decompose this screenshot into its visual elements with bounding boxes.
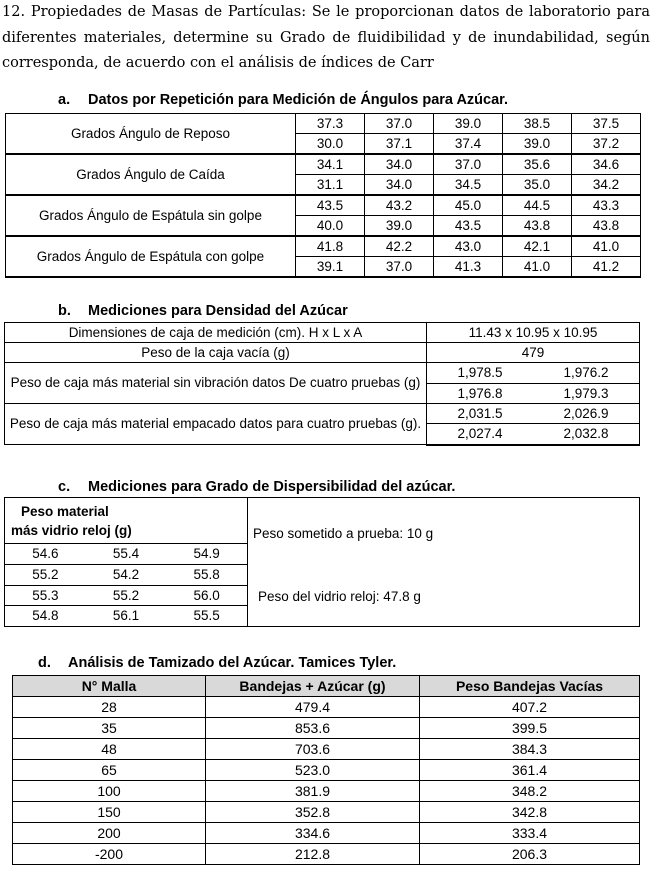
angles-table — [5, 113, 641, 278]
angle-row — [6, 154, 641, 175]
problem-statement: 12. Propiedades de Masas de Partículas: Se le proporcionan datos de laboratorio para diferentes materiales, determine su Grado de fluidibilidad y de inundabilidad, según corresponda, de acuerdo con el análisis de índices de Carr — [2, 4, 650, 71]
tray-plus-sugar: 352.8 — [206, 802, 420, 823]
table-row — [13, 760, 640, 781]
angle-value: 41.0 — [572, 236, 641, 257]
dispersibility-value: 55.4 — [112, 546, 140, 561]
angle-label: Grados Ángulo de Reposo — [6, 114, 296, 155]
dispersibility-value: 54.6 — [32, 546, 59, 561]
mesh-number: 48 — [13, 739, 206, 760]
mesh-number: 28 — [13, 697, 206, 718]
table-row — [13, 718, 640, 739]
angle-value: 37.2 — [572, 134, 641, 155]
empty-box-value: 479 — [427, 343, 640, 363]
angle-label: Grados Ángulo de Caída — [6, 154, 296, 195]
dispersibility-value: 55.3 — [32, 588, 59, 603]
tray-plus-sugar: 853.6 — [206, 718, 420, 739]
section-b-letter: b. — [58, 303, 71, 319]
packed-value: 2,032.8 — [563, 426, 609, 442]
dispersibility-value: 54.8 — [32, 608, 59, 623]
angle-value: 41.2 — [572, 257, 641, 278]
angle-value: 31.1 — [296, 175, 365, 196]
angle-row — [6, 195, 641, 216]
section-c-title — [58, 479, 455, 495]
section-a-letter: a. — [58, 92, 71, 108]
dispersibility-row — [5, 565, 247, 585]
angle-value: 42.1 — [503, 236, 572, 257]
mesh-number: 100 — [13, 781, 206, 802]
mesh-number: 200 — [13, 823, 206, 844]
section-d-letter: d. — [38, 655, 51, 671]
table-row — [13, 739, 640, 760]
dispersibility-header-line-1: Peso material — [21, 504, 109, 519]
angle-value: 43.2 — [365, 195, 434, 216]
angle-row — [6, 236, 641, 257]
dispersibility-row — [5, 544, 247, 564]
no-vibration-value: 1,979.3 — [563, 385, 609, 401]
sieve-table-header — [13, 676, 640, 697]
section-d-title — [38, 655, 396, 671]
column-header: Bandejas + Azúcar (g) — [206, 676, 420, 697]
angle-value: 38.5 — [503, 114, 572, 134]
dispersibility-value: 56.1 — [112, 608, 140, 623]
mesh-number: -200 — [13, 844, 206, 865]
angle-value: 37.1 — [365, 134, 434, 155]
table-row — [13, 697, 640, 718]
dispersibility-value: 56.0 — [193, 588, 220, 603]
dispersibility-data-column — [5, 498, 248, 626]
table-row — [13, 781, 640, 802]
angle-value: 43.5 — [296, 195, 365, 216]
packed-row-1 — [427, 404, 640, 424]
tray-plus-sugar: 703.6 — [206, 739, 420, 760]
angle-value: 34.1 — [296, 154, 365, 175]
dispersibility-row — [5, 606, 247, 626]
glass-weight-note: Peso del vidrio reloj: 47.8 g — [258, 589, 421, 604]
empty-tray-weight: 333.4 — [420, 823, 640, 844]
angle-value: 41.8 — [296, 236, 365, 257]
angle-value: 43.8 — [572, 216, 641, 237]
angle-value: 37.0 — [434, 154, 503, 175]
angle-value: 39.0 — [365, 216, 434, 237]
packed-value: 2,031.5 — [457, 406, 503, 422]
tray-plus-sugar: 212.8 — [206, 844, 420, 865]
dimensions-label: Dimensiones de caja de medición (cm). H x L x A — [5, 323, 427, 343]
test-weight-note: Peso sometido a prueba: 10 g — [253, 526, 434, 541]
angle-value: 43.8 — [503, 216, 572, 237]
angle-value: 43.3 — [572, 195, 641, 216]
angle-value: 43.0 — [434, 236, 503, 257]
table-row — [13, 802, 640, 823]
dispersibility-header-line-2: más vidrio reloj (g) — [11, 523, 132, 538]
empty-tray-weight: 407.2 — [420, 697, 640, 718]
no-vibration-value: 1,976.8 — [457, 385, 503, 401]
empty-tray-weight: 206.3 — [420, 844, 640, 865]
empty-tray-weight: 348.2 — [420, 781, 640, 802]
mesh-number: 35 — [13, 718, 206, 739]
dispersibility-value: 55.2 — [32, 567, 59, 582]
angle-value: 39.0 — [434, 114, 503, 134]
empty-tray-weight: 399.5 — [420, 718, 640, 739]
section-a-title-text: Datos por Repetición para Medición de Ángulos para Azúcar. — [88, 92, 509, 108]
angle-value: 37.4 — [434, 134, 503, 155]
empty-tray-weight: 361.4 — [420, 760, 640, 781]
section-b-title — [58, 303, 348, 319]
tray-plus-sugar: 381.9 — [206, 781, 420, 802]
angle-value: 37.0 — [365, 257, 434, 278]
table-row — [13, 823, 640, 844]
tray-plus-sugar: 334.6 — [206, 823, 420, 844]
no-vibration-row-1 — [427, 363, 640, 384]
dispersibility-value: 54.2 — [112, 567, 140, 582]
angle-value: 37.0 — [365, 114, 434, 134]
dispersibility-value: 54.9 — [193, 546, 220, 561]
angle-value: 35.6 — [503, 154, 572, 175]
dispersibility-box — [4, 497, 640, 627]
angle-label: Grados Ángulo de Espátula sin golpe — [6, 195, 296, 236]
angle-value: 37.3 — [296, 114, 365, 134]
angle-value: 41.3 — [434, 257, 503, 278]
packed-label: Peso de caja más material empacado datos para cuatro pruebas (g). — [5, 404, 427, 445]
section-c-title-text: Mediciones para Grado de Dispersibilidad del azúcar. — [88, 479, 456, 495]
angle-value: 39.1 — [296, 257, 365, 278]
packed-row-2 — [427, 424, 640, 445]
dispersibility-row — [5, 586, 247, 606]
section-d-title-text: Análisis de Tamizado del Azúcar. Tamices Tyler. — [68, 655, 397, 671]
dispersibility-value: 55.8 — [193, 567, 220, 582]
section-c-letter: c. — [58, 479, 71, 495]
angle-value: 35.0 — [503, 175, 572, 196]
section-b-title-text: Mediciones para Densidad del Azúcar — [88, 303, 348, 319]
tray-plus-sugar: 523.0 — [206, 760, 420, 781]
angle-value: 44.5 — [503, 195, 572, 216]
angle-label: Grados Ángulo de Espátula con golpe — [6, 236, 296, 277]
dispersibility-value: 55.5 — [193, 608, 220, 623]
angle-value: 34.0 — [365, 175, 434, 196]
column-header: N° Malla — [13, 676, 206, 697]
table-row — [13, 844, 640, 865]
angle-value: 41.0 — [503, 257, 572, 278]
empty-tray-weight: 342.8 — [420, 802, 640, 823]
no-vibration-value: 1,978.5 — [457, 365, 503, 381]
density-table — [4, 322, 640, 446]
angle-value: 34.2 — [572, 175, 641, 196]
angle-value: 34.0 — [365, 154, 434, 175]
dimensions-value: 11.43 x 10.95 x 10.95 — [427, 323, 640, 343]
no-vibration-label: Peso de caja más material sin vibración datos De cuatro pruebas (g) — [5, 363, 427, 404]
no-vibration-row-2 — [427, 383, 640, 404]
column-header: Peso Bandejas Vacías — [420, 676, 640, 697]
mesh-number: 150 — [13, 802, 206, 823]
empty-tray-weight: 384.3 — [420, 739, 640, 760]
section-a-title — [58, 92, 508, 108]
no-vibration-value: 1,976.2 — [563, 365, 609, 381]
angle-value: 34.5 — [434, 175, 503, 196]
empty-box-label: Peso de la caja vacía (g) — [5, 343, 427, 363]
angle-value: 45.0 — [434, 195, 503, 216]
angle-value: 43.5 — [434, 216, 503, 237]
sieve-table — [12, 675, 640, 865]
dispersibility-value: 55.2 — [112, 588, 140, 603]
angle-value: 37.5 — [572, 114, 641, 134]
angle-value: 30.0 — [296, 134, 365, 155]
mesh-number: 65 — [13, 760, 206, 781]
packed-value: 2,026.9 — [563, 406, 609, 422]
tray-plus-sugar: 479.4 — [206, 697, 420, 718]
angle-value: 34.6 — [572, 154, 641, 175]
packed-value: 2,027.4 — [457, 426, 503, 442]
angle-value: 40.0 — [296, 216, 365, 237]
angle-row — [6, 114, 641, 134]
angle-value: 39.0 — [503, 134, 572, 155]
dispersibility-header — [11, 502, 132, 540]
angle-value: 42.2 — [365, 236, 434, 257]
